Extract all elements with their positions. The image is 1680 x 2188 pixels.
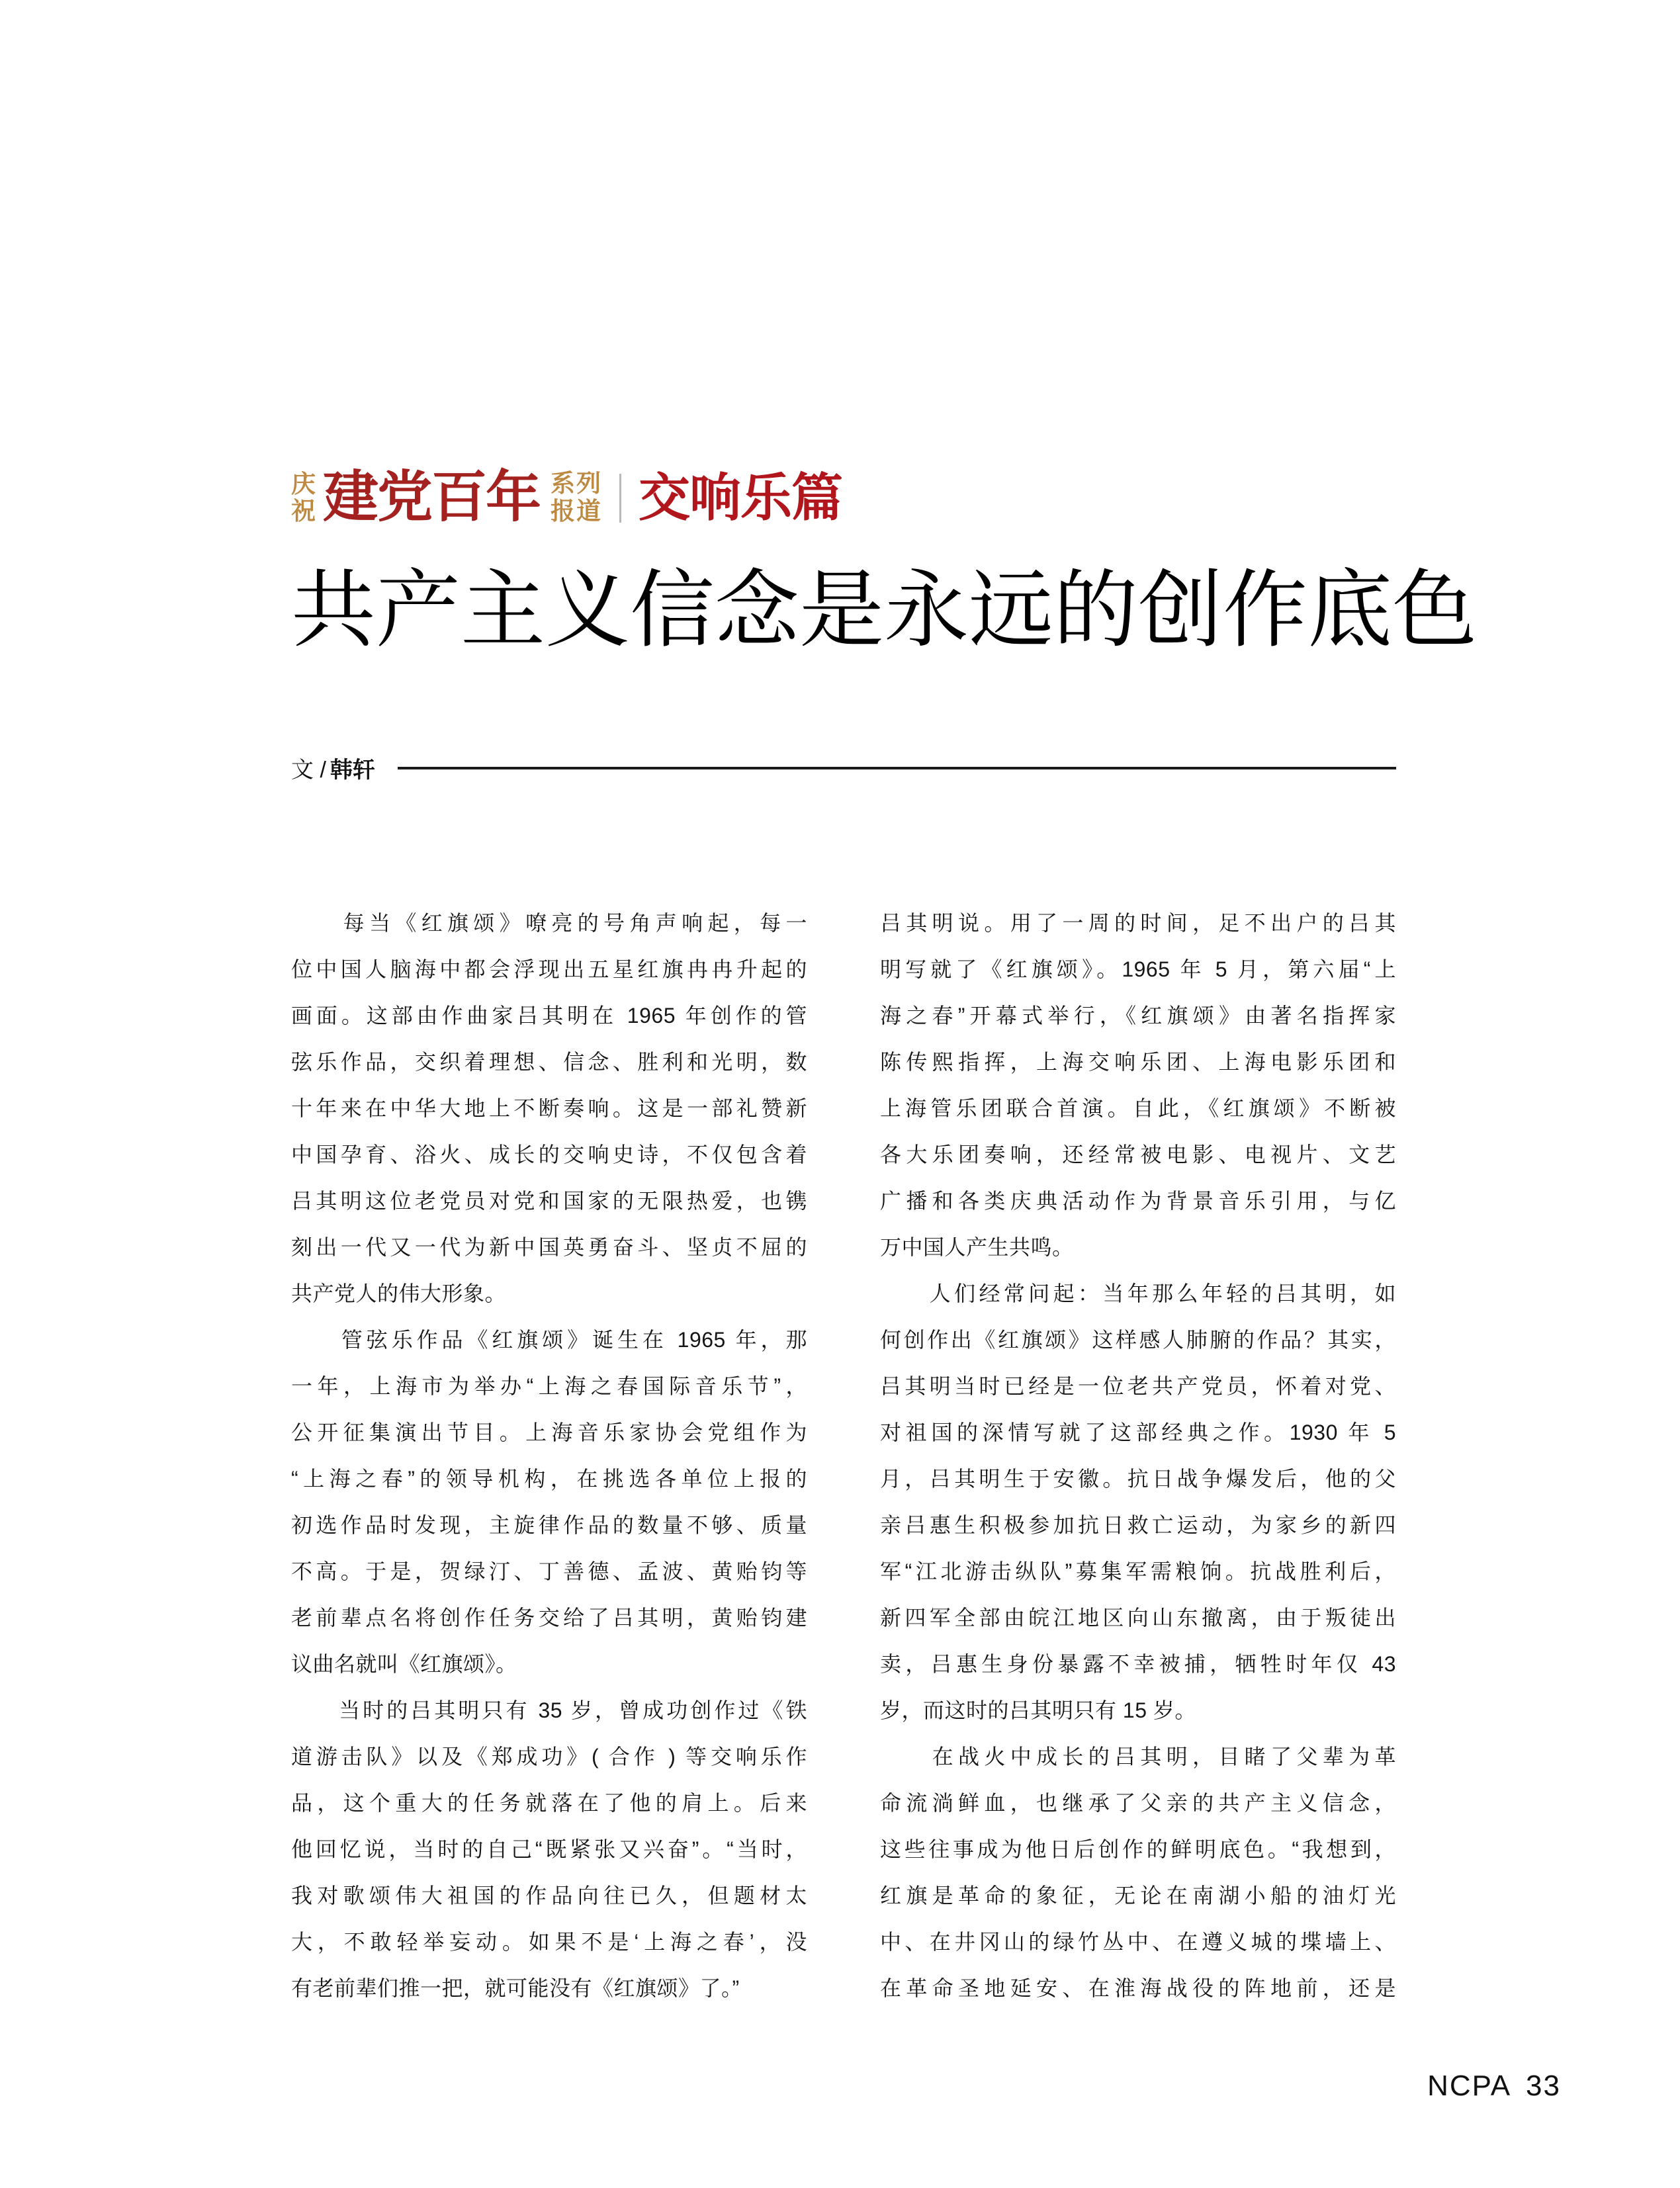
body-text-line: 道游击队》以及《郑成功》( 合作 ) 等交响乐作 [291,1745,807,1769]
byline [291,752,1396,784]
body-text-line: 何创作出《红旗颂》这样感人肺腑的作品？其实， [880,1328,1396,1352]
byline-label: 文 / [291,758,326,783]
body-text-line: 刻出一代又一代为新中国英勇奋斗、坚贞不屈的 [291,1235,807,1259]
badge-celebrate-text [291,471,316,525]
column-left [291,900,807,2011]
body-text-line: 十年来在中华大地上不断奏响。这是一部礼赞新 [291,1096,807,1120]
body-text-line: 卖，吕惠生身份暴露不幸被捕，牺牲时年仅 43 [880,1652,1396,1676]
body-text-line: 新四军全部由皖江地区向山东撤离，由于叛徒出 [880,1606,1396,1630]
body-text-line: 吕其明这位老党员对党和国家的无限热爱，也镌 [291,1189,807,1213]
page-footer [1427,2070,1561,2103]
body-text-line: 公开征集演出节目。上海音乐家协会党组作为 [291,1421,807,1444]
body-text-line: 在革命圣地延安、在淮海战役的阵地前，还是 [880,1976,1396,2000]
badge-main-text: 建党百年 [323,467,541,529]
body-text-line: 有老前辈们推一把，就可能没有《红旗颂》了。” [291,1976,740,2000]
badge-series-text [551,470,602,526]
body-text-line: 老前辈点名将创作任务交给了吕其明，黄贻钧建 [291,1606,807,1630]
body-text-line: 我对歌颂伟大祖国的作品向往已久，但题材太 [291,1884,807,1907]
body-text-line: 中国孕育、浴火、成长的交响史诗，不仅包含着 [291,1143,807,1166]
footer-page-number: 33 [1526,2070,1561,2102]
byline-author: 韩轩 [330,758,375,783]
body-text-line: 一年，上海市为举办“上海之春国际音乐节”， [291,1374,807,1398]
footer-journal: NCPA [1427,2070,1512,2102]
body-text-line: 中、在井冈山的绿竹丛中、在遵义城的堞墙上、 [880,1930,1396,1954]
body-text-line: 位中国人脑海中都会浮现出五星红旗冉冉升起的 [291,957,807,981]
body-text-line: “上海之春”的领导机构，在挑选各单位上报的 [291,1467,807,1491]
body-text-line: 人们经常问起：当年那么年轻的吕其明，如 [880,1282,1396,1305]
body-text-line: 万中国人产生共鸣。 [880,1235,1074,1259]
badge-section-text: 交响乐篇 [639,469,843,527]
body-text-line: 吕其明当时已经是一位老共产党员，怀着对党、 [880,1374,1396,1398]
body-text-line: 军“江北游击纵队”募集军需粮饷。抗战胜利后， [880,1559,1396,1583]
body-text-line: 弦乐作品，交织着理想、信念、胜利和光明，数 [291,1050,807,1074]
body-text-line: 画面。这部由作曲家吕其明在 1965 年创作的管 [291,1004,807,1028]
body-text-line: 月，吕其明生于安徽。抗日战争爆发后，他的父 [880,1467,1396,1491]
body-text-line: 海之春”开幕式举行，《红旗颂》由著名指挥家 [880,1004,1396,1028]
body-text-line: 每当《红旗颂》嘹亮的号角声响起，每一 [291,911,807,935]
badge-celebrate-char-2: 祝 [291,498,316,525]
body-text-line: 在战火中成长的吕其明，目睹了父辈为革 [880,1745,1396,1769]
body-text-line: 陈传熙指挥，上海交响乐团、上海电影乐团和 [880,1050,1396,1074]
article-title: 共产主义信念是永远的创作底色 [291,564,1478,658]
body-text-line: 共产党人的伟大形象。 [291,1282,507,1305]
badge-celebrate-char-1: 庆 [291,471,316,498]
body-text-line: 明写就了《红旗颂》。1965 年 5 月，第六届“上 [880,957,1396,981]
byline-rule [398,767,1396,769]
body-text-line: 不高。于是，贺绿汀、丁善德、孟波、黄贻钧等 [291,1559,807,1583]
badge-separator [619,474,621,523]
body-text-line: 吕其明说。用了一周的时间，足不出户的吕其 [880,911,1396,935]
body-text-line: 命流淌鲜血，也继承了父亲的共产主义信念， [880,1791,1396,1815]
body-text-line: 议曲名就叫《红旗颂》。 [291,1652,517,1676]
badge-series-line-2: 报道 [551,498,603,525]
body-text-line: 广播和各类庆典活动作为背景音乐引用，与亿 [880,1189,1396,1213]
body-text-line: 这些往事成为他日后创作的鲜明底色。“我想到， [880,1837,1396,1861]
series-badge [291,462,842,535]
article-columns [291,900,1396,2011]
body-text-line: 当时的吕其明只有 35 岁，曾成功创作过《铁 [291,1698,807,1722]
body-text-line: 岁，而这时的吕其明只有 15 岁。 [880,1698,1196,1722]
body-text-line: 上海管乐团联合首演。自此，《红旗颂》不断被 [880,1096,1396,1120]
badge-series-line-1: 系列 [551,470,603,498]
body-text-line: 对祖国的深情写就了这部经典之作。1930 年 5 [880,1421,1396,1444]
body-text-line: 初选作品时发现，主旋律作品的数量不够、质量 [291,1513,807,1537]
body-text-line: 红旗是革命的象征，无论在南湖小船的油灯光 [880,1884,1396,1907]
body-text-line: 品，这个重大的任务就落在了他的肩上。后来 [291,1791,807,1815]
body-text-line: 各大乐团奏响，还经常被电影、电视片、文艺 [880,1143,1396,1166]
body-text-line: 管弦乐作品《红旗颂》诞生在 1965 年，那 [291,1328,807,1352]
column-right [880,900,1396,2011]
body-text-line: 亲吕惠生积极参加抗日救亡运动，为家乡的新四 [880,1513,1396,1537]
body-text-line: 大，不敢轻举妄动。如果不是‘上海之春’，没 [291,1930,807,1954]
body-text-line: 他回忆说，当时的自己“既紧张又兴奋”。“当时， [291,1837,807,1861]
